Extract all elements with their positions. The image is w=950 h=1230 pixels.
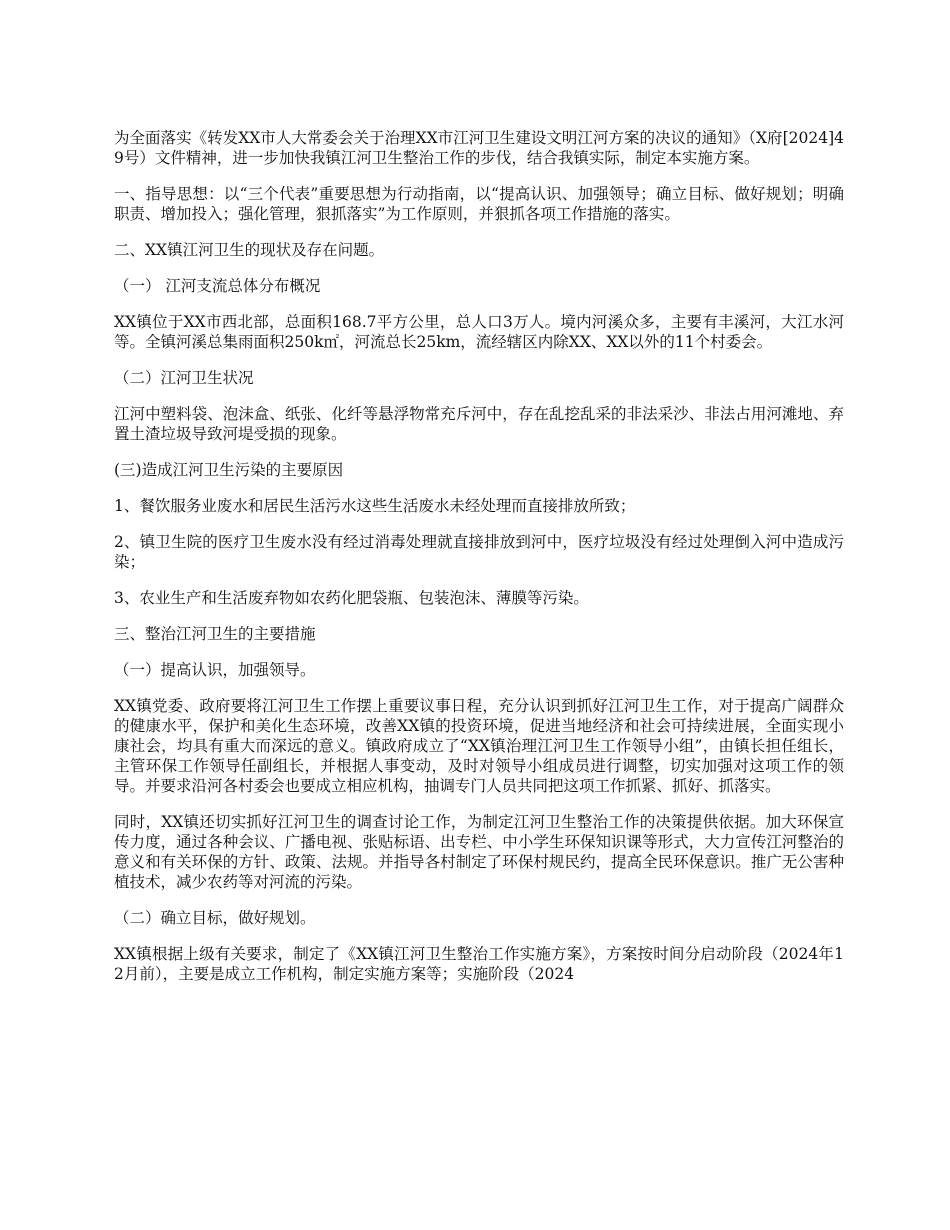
subheading-pollution-causes: (三)造成江河卫生污染的主要原因	[114, 461, 344, 479]
subheading-leadership: （一）提高认识，加强领导。	[114, 661, 316, 679]
section-heading-status: 二、XX镇江河卫生的现状及存在问题。	[114, 241, 385, 259]
list-item-cause-2: 2、镇卫生院的医疗卫生废水没有经过消毒处理就直接排放到河中，医疗垃圾没有经过处理倒入河中造成污染；	[114, 533, 844, 571]
subheading-planning: （二）确立目标，做好规划。	[114, 909, 316, 927]
paragraph-leadership: XX镇党委、政府要将江河卫生工作摆上重要议事日程，充分认识到抓好江河卫生工作，对于提高广阔群众的健康水平，保护和美化生态环境，改善XX镇的投资环境，促进当地经济和社会可持续进展，全面实现小康社会，均具有重大而深远的意义。镇政府成立了“XX镇治理江河卫生工作领导小组”，由镇长担任组长，主管环保工作领导任副组长，并根据人事变动，及时对领导小组成员进行调整，切实加强对这项工作的领导。并要求沿河各村委会也要成立相应机构，抽调专门人员共同把这项工作抓紧、抓好、抓落实。	[114, 697, 844, 795]
subheading-river-hygiene-status: （二）江河卫生状况	[114, 369, 254, 387]
list-item-cause-3: 3、农业生产和生活废弃物如农药化肥袋瓶、包装泡沫、薄膜等污染。	[114, 589, 589, 607]
intro-paragraph: 为全面落实《转发XX市人大常委会关于治理XX市江河卫生建设文明江河方案的决议的通知》（X府[2024]49号）文件精神，进一步加快我镇江河卫生整治工作的步伐，结合我镇实际，制定本实施方案。	[114, 129, 844, 167]
section-guiding-ideology: 一、指导思想：以“三个代表”重要思想为行动指南，以“提高认识、加强领导；确立目标、做好规划；明确职责、增加投入；强化管理，狠抓落实”为工作原则，并狠抓各项工作措施的落实。	[114, 185, 844, 223]
list-item-cause-1: 1、餐饮服务业废水和居民生活污水这些生活废水未经处理而直接排放所致；	[114, 497, 636, 515]
paragraph-pollution-description: 江河中塑料袋、泡沫盒、纸张、化纤等悬浮物常充斥河中，存在乱挖乱采的非法采沙、非法占用河滩地、弃置土渣垃圾导致河堤受损的现象。	[114, 405, 844, 443]
paragraph-planning: XX镇根据上级有关要求，制定了《XX镇江河卫生整治工作实施方案》，方案按时间分启动阶段（2024年12月前），主要是成立工作机构，制定实施方案等；实施阶段（2024	[114, 945, 844, 983]
paragraph-town-overview: XX镇位于XX市西北部，总面积168.7平方公里，总人口3万人。境内河溪众多，主要有丰溪河，大江水河等。全镇河溪总集雨面积250k㎡，河流总长25km，流经辖区内除XX、XX以外的11个村委会。	[114, 313, 844, 351]
subheading-river-distribution: （一） 江河支流总体分布概况	[114, 277, 321, 295]
document-page	[114, 128, 844, 1000]
section-heading-measures: 三、整治江河卫生的主要措施	[114, 625, 316, 643]
paragraph-publicity: 同时，XX镇还切实抓好江河卫生的调查讨论工作，为制定江河卫生整治工作的决策提供依据。加大环保宣传力度，通过各种会议、广播电视、张贴标语、出专栏、中小学生环保知识课等形式，大力宣传江河整治的意义和有关环保的方针、政策、法规。并指导各村制定了环保村规民约，提高全民环保意识。推广无公害种植技术，减少农药等对河流的污染。	[114, 813, 844, 891]
